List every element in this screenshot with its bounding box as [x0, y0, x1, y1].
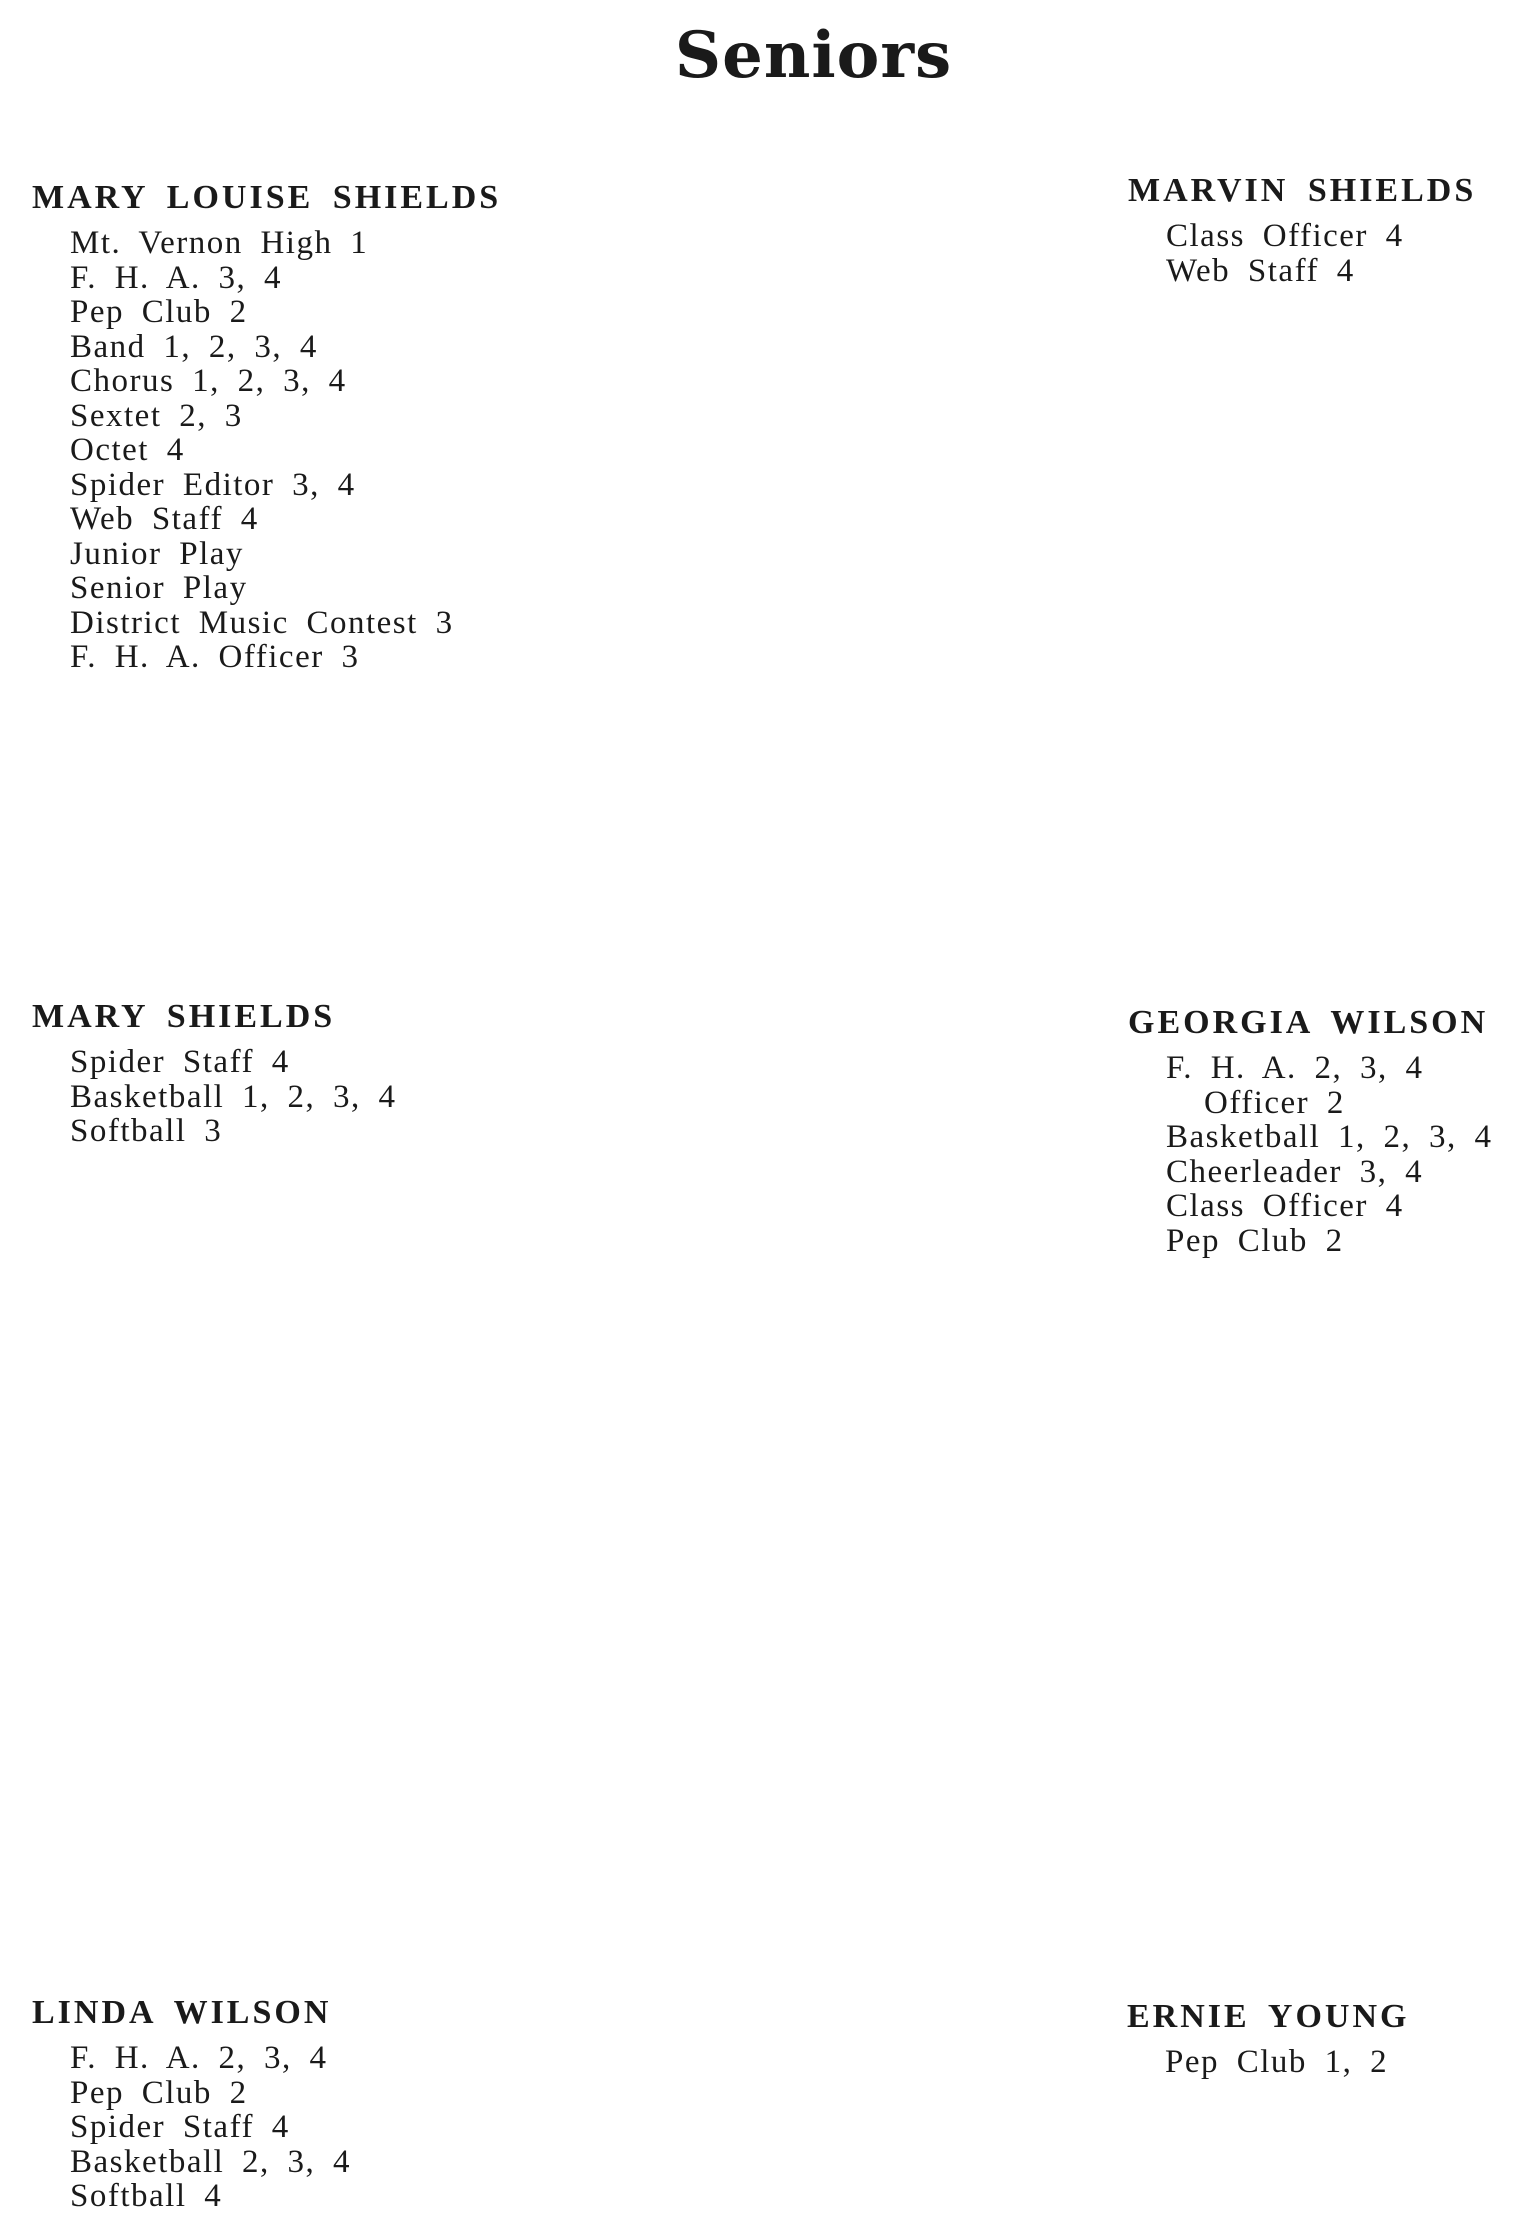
activity-item: Basketball 1, 2, 3, 4 — [70, 1078, 397, 1115]
activity-list — [32, 226, 501, 675]
activity-item: Basketball 2, 3, 4 — [70, 2143, 352, 2180]
page-title: Seniors — [674, 18, 953, 93]
activity-list — [1127, 2045, 1410, 2080]
activity-item: Spider Staff 4 — [70, 2109, 290, 2145]
activity-item: Pep Club 1, 2 — [1165, 2044, 1389, 2080]
activity-item: Octet 4 — [70, 432, 185, 468]
activity-item: Officer 2 — [1204, 1084, 1345, 1121]
activity-item: F. H. A. 3, 4 — [70, 259, 283, 296]
activity-item: Sextet 2, 3 — [70, 397, 243, 434]
senior-entry-marvin-shields — [1128, 171, 1476, 288]
activity-item: Basketball 1, 2, 3, 4 — [1166, 1119, 1493, 1155]
activity-item: Spider Editor 3, 4 — [70, 466, 356, 503]
activity-item: Spider Staff 4 — [70, 1044, 290, 1080]
activity-item: Pep Club 2 — [70, 2074, 248, 2111]
activity-item: Band 1, 2, 3, 4 — [70, 328, 318, 365]
senior-entry-mary-louise-shields — [32, 178, 501, 675]
activity-list — [32, 1045, 397, 1149]
activity-item: Web Staff 4 — [70, 501, 259, 537]
senior-name: LINDA WILSON — [32, 1994, 332, 2031]
senior-name: MARY LOUISE SHIELDS — [32, 179, 502, 216]
senior-name: ERNIE YOUNG — [1127, 1998, 1410, 2035]
activity-list — [32, 2041, 351, 2214]
senior-entry-ernie-young — [1127, 1997, 1410, 2080]
activity-item: F. H. A. 2, 3, 4 — [1166, 1050, 1424, 1086]
activity-item: Web Staff 4 — [1166, 252, 1355, 289]
senior-name: MARY SHIELDS — [32, 998, 336, 1035]
senior-name: GEORGIA WILSON — [1128, 1004, 1489, 1041]
activity-item: Cheerleader 3, 4 — [1166, 1153, 1424, 1190]
activity-item: Mt. Vernon High 1 — [70, 225, 369, 261]
activity-item: District Music Contest 3 — [70, 604, 454, 641]
activity-list — [1128, 1051, 1493, 1258]
activity-list — [1128, 219, 1476, 288]
senior-name: MARVIN SHIELDS — [1128, 172, 1477, 209]
activity-item: Senior Play — [70, 570, 248, 606]
activity-item: Class Officer 4 — [1166, 218, 1404, 254]
senior-entry-linda-wilson — [32, 1993, 351, 2214]
activity-item: Softball 4 — [70, 2178, 223, 2214]
senior-entry-georgia-wilson — [1128, 1003, 1493, 1258]
activity-item: F. H. A. Officer 3 — [70, 639, 360, 675]
activity-item: Junior Play — [70, 535, 244, 572]
activity-item: Chorus 1, 2, 3, 4 — [70, 363, 347, 399]
activity-item: Class Officer 4 — [1166, 1188, 1404, 1224]
activity-item: Pep Club 2 — [70, 294, 248, 330]
activity-item: Softball 3 — [70, 1113, 223, 1149]
activity-item: Pep Club 2 — [1166, 1222, 1344, 1259]
senior-entry-mary-shields — [32, 997, 397, 1149]
activity-item: F. H. A. 2, 3, 4 — [70, 2040, 328, 2076]
